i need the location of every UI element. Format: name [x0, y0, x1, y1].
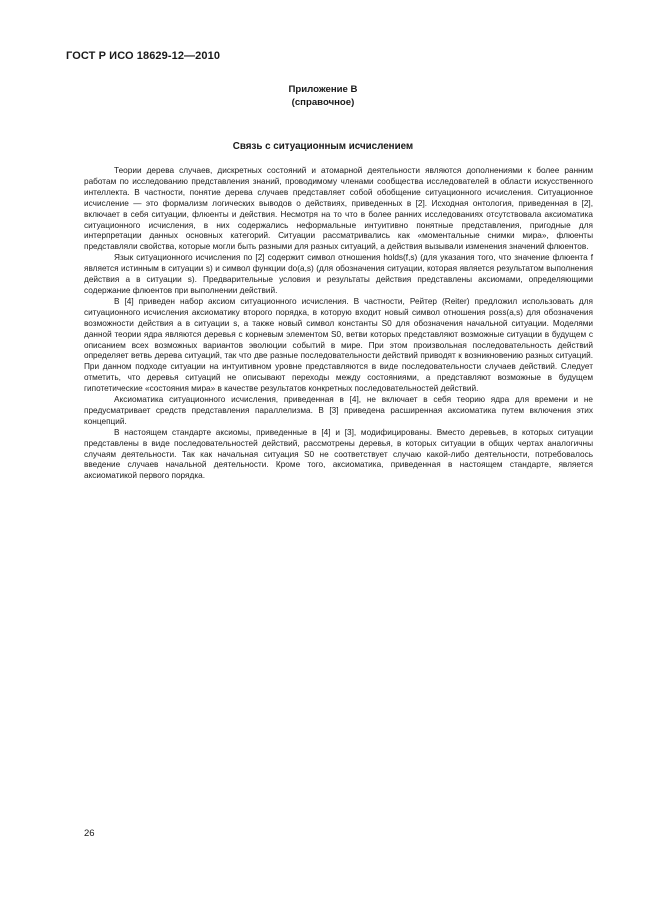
- section-title: Связь с ситуационным исчислением: [232, 141, 414, 152]
- page-number: 26: [84, 828, 95, 839]
- annex-type: (справочное): [291, 96, 355, 108]
- annex-heading: [0, 84, 646, 109]
- body-text: [84, 166, 593, 482]
- paragraph: Аксиоматика ситуационного исчисления, приведенная в [4], не включает в себя теорию ядра для времени и не предусматривает средств представления параллелизма. В [3] приведена расширенная аксиоматика путем включения этих концепций.: [84, 395, 593, 426]
- paragraph: Теории дерева случаев, дискретных состояний и атомарной деятельности являются дополнениями к более ранним работам по исследованию представления знаний, проводимому членами сообщества исследователей в области искусственного интеллекта. В частности, понятие дерева случаев представляет собой обобщение ситуационного исчисления. Ситуационное исчисление — это формализм логических выводов о действиях, приведенных в [2]. Исходная онтология, приведенная в [2], включает в себя ситуации, флюенты и действия. Несмотря на то что в более ранних исследованиях отсутствовала аксиоматика ситуационного исчисления, в них содержались неформальные интуитивно понятные представления, пригодные для интерпретации данных основных категорий. Ситуации рассматривались как «моментальные снимки мира», флюенты представляли свойства, которые могли быть разными для разных ситуаций, а действия вызывали изменения значений флюентов.: [84, 166, 593, 252]
- standard-header: ГОСТ Р ИСО 18629-12—2010: [66, 50, 221, 62]
- paragraph: Язык ситуационного исчисления по [2] содержит символ отношения holds(f,s) (для указания того, что значение флюента f является истинным в ситуации s) и символ функции do(a,s) (для обозначения ситуации, которая является результатом выполнения действия a в ситуации s). Предварительные условия и результаты действия представлены аксиомами, определяющими содержание флюентов при выполнении действий.: [84, 253, 593, 295]
- annex-label: Приложение B: [288, 84, 358, 95]
- paragraph: В настоящем стандарте аксиомы, приведенные в [4] и [3], модифицированы. Вместо деревьев, в которых ситуации представлены в виде последовательностей действий, рассмотрены деревья, в которых ситуации в общих чертах аналогичны случаям деятельности. Так как начальная ситуация S0 не соответствует случаю какой-либо деятельности, потребовалось введение случаев начальной деятельности. Кроме того, аксиоматика, приведенная в настоящем стандарте, является аксиоматикой первого порядка.: [84, 427, 593, 481]
- paragraph: В [4] приведен набор аксиом ситуационного исчисления. В частности, Рейтер (Reiter) предложил использовать для ситуационного исчисления аксиоматику второго порядка, в которую входит новый символ отношения poss(a,s) для обозначения возможности действия a в ситуации s, а также новый символ константы S0 для обозначения начальной ситуации. Моделями данной теории ядра являются деревья с корневым элементом S0, ветви которых представляют возможные ситуации в будущем с описанием всех возможных вариантов эволюции событий в мире. При этом произвольная последовательность действий определяет ветвь дерева ситуаций, так что две разные последовательности действий приводят к возникновению разных ситуаций. При данном подходе ситуации на интуитивном уровне представляются в виде последовательности случаев действий. Следует отметить, что деревья ситуаций не описывают переходы между состояниями, а представляют возможные в будущем гипотетические «состояния мира» в качестве результатов конкретных последовательностей действий.: [84, 296, 593, 394]
